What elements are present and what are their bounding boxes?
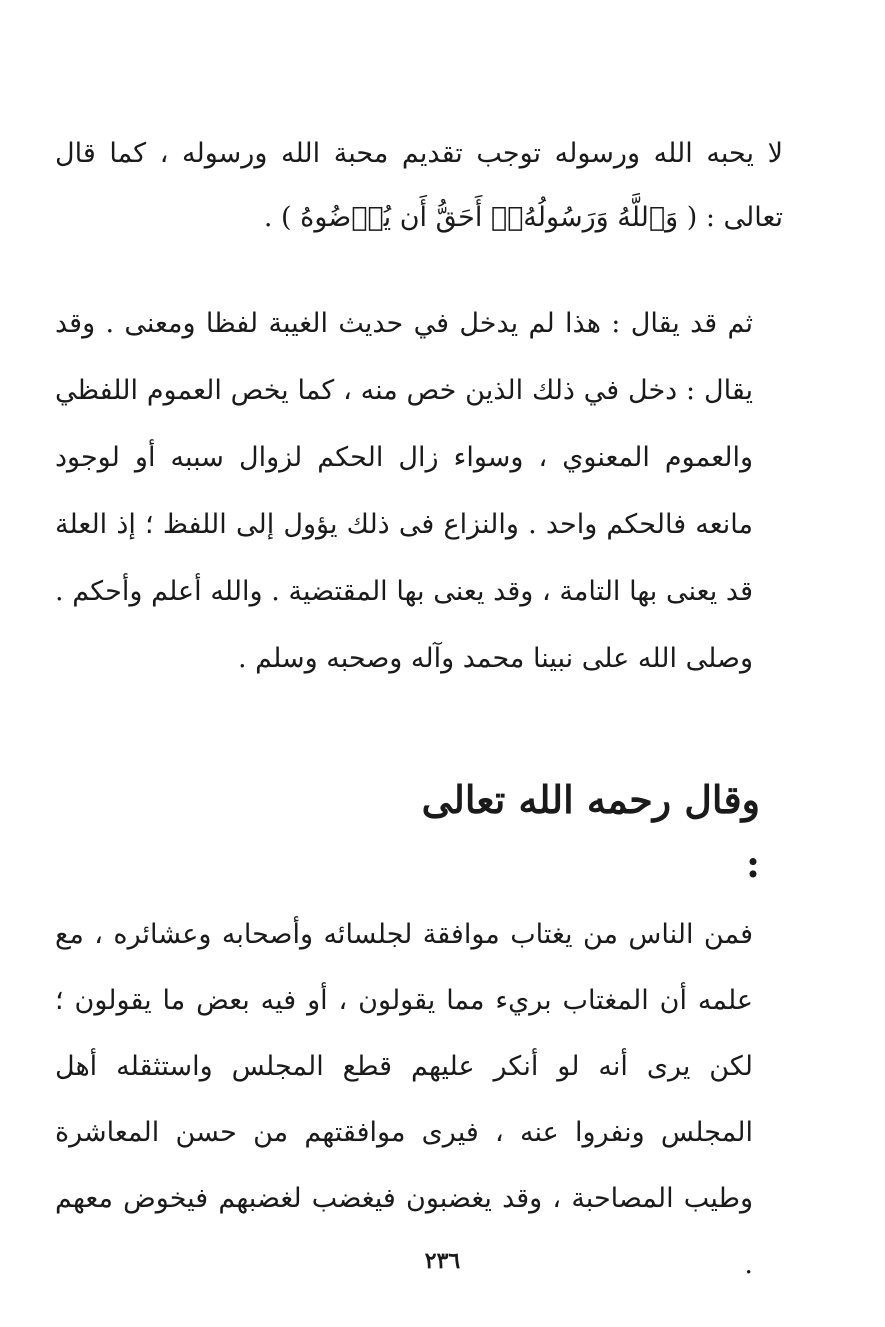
page-number: ٢٣٦ — [424, 1248, 461, 1274]
paragraph-text: فمن الناس من يغتاب موافقة لجلسائه وأصحابه وعشائره ، مع علمه أن المغتاب بريء مما يقولون ، أو فيه بعض ما يقولون ؛ لكن يرى أنه لو أنكر عليهم قطع المجلس واستثقله أهل المجلس ونفروا عنه ، فيرى موافقتهم من حسن المعاشرة وطيب المصاحبة ، وقد يغضبون فيغضب لغضبهم فيخوض معهم . — [55, 919, 753, 1280]
paragraph-conclusion — [55, 290, 783, 692]
paragraph-text: ثم قد يقال : هذا لم يدخل في حديث الغيبة لفظا ومعنى . وقد يقال : دخل في ذلك الذين خص منه ، كما يخص العموم اللفظي والعموم المعنوي ، وسواء زال الحكم لزوال سببه أو لوجود مانعه فالحكم واحد . والنزاع فى ذلك يؤول إلى اللفظ ؛ إذ العلة قد يعنى بها التامة ، وقد يعنى بها المقتضية . والله أعلم وأحكم . وصلى الله على نبينا محمد وآله وصحبه وسلم . — [55, 308, 753, 674]
paragraph-continuation — [55, 122, 783, 250]
paragraph-text: لا يحبه الله ورسوله توجب تقديم محبة الله ورسوله ، كما قال تعالى : ( وَٱللَّهُ وَرَسُولُهُۥٓ أَحَقُّ أَن يُرۡضُوهُ ) . — [55, 138, 783, 233]
paragraph-new-section — [55, 902, 783, 1298]
section-heading: وقال رحمه الله تعالى : — [421, 777, 760, 886]
